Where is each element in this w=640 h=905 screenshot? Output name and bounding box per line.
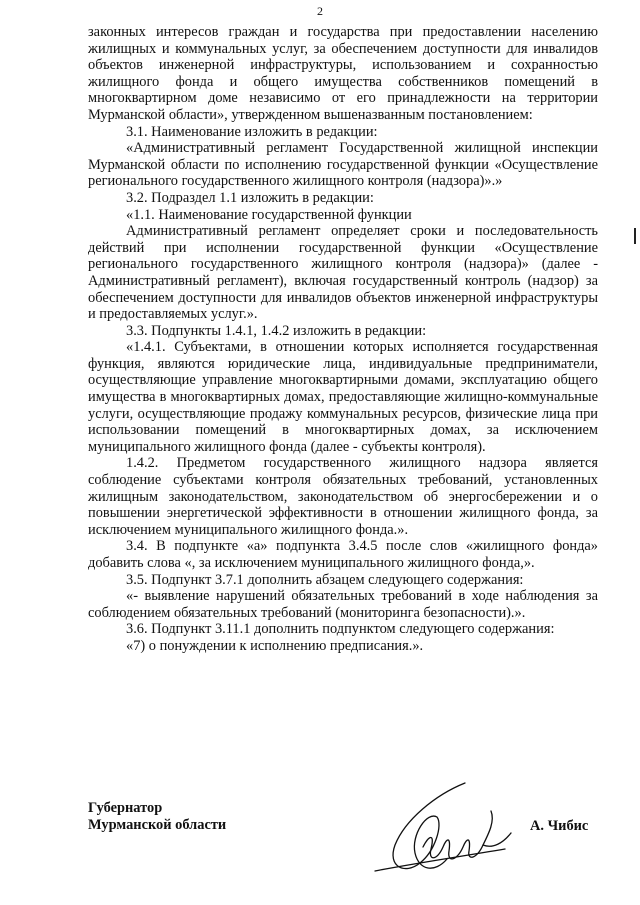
signatory-name: А. Чибис [530, 818, 589, 834]
paragraph: «7) о понуждении к исполнению предписания.». [126, 637, 424, 654]
paragraph: 3.4. В подпункте «а» подпункта 3.4.5 после слов «жилищного фонда» добавить слова «, за исключением муниципального жилищного фонда,». [88, 538, 598, 571]
paragraph: 3.6. Подпункт 3.11.1 дополнить подпунктом следующего содержания: [126, 621, 555, 638]
paragraph: «1.1. Наименование государственной функции [126, 206, 412, 223]
paragraph: 3.5. Подпункт 3.7.1 дополнить абзацем следующего содержания: [126, 571, 524, 588]
signatory-title-line1: Губернатор [88, 800, 163, 816]
paragraph: 3.3. Подпункты 1.4.1, 1.4.2 изложить в редакции: [126, 322, 427, 339]
handwritten-signature [365, 775, 525, 885]
paragraph: «Административный регламент Государственной жилищной инспекции Мурманской области по исполнению государственной функции «Осуществление регионального государственного жилищного контроля (надзора)».» [88, 140, 598, 190]
paragraph: «- выявление нарушений обязательных требований в ходе наблюдения за соблюдением обязательных требований (мониторинга безопасности).». [88, 588, 598, 621]
paragraph: 3.1. Наименование изложить в редакции: [126, 123, 378, 140]
page-number: 2 [317, 4, 323, 18]
paragraph: законных интересов граждан и государства при предоставлении населению жилищных и коммунальных услуг, за обеспечением доступности для инвалидов объектов инженерной инфраструктуры, использованием и сохранностью жилищного фонда и общего имущества собственников помещений в многоквартирном доме независимо от его принадлежности на территории Мурманской области», утвержденном вышеназванным постановлением: [88, 24, 598, 123]
paragraph: «1.4.1. Субъектами, в отношении которых исполняется государственная функция, являются юридические лица, индивидуальные предприниматели, осуществляющие управление многоквартирными домами, эксплуатацию общего имущества в многоквартирных домах, предоставляющие жилищно-коммунальные услуги, осуществляющие продажу коммунальных ресурсов, физические лица при использовании помещений в многоквартирных домах, за исключением муниципального жилищного фонда (далее - субъекты контроля). [88, 339, 598, 455]
scan-edge-mark [634, 228, 636, 244]
paragraph: 3.2. Подраздел 1.1 изложить в редакции: [126, 189, 374, 206]
signatory-title [88, 800, 226, 834]
paragraph: Административный регламент определяет сроки и последовательность действий при исполнении государственной функции «Осуществление регионального государственного жилищного контроля (надзора)» (далее - Административный регламент), включая государственный контроль (надзор) за обеспечением доступности для инвалидов объектов инженерной инфраструктуры и предоставляемых услуг.». [88, 223, 598, 323]
signatory-title-line2: Мурманской области [88, 817, 227, 833]
paragraph: 1.4.2. Предметом государственного жилищного надзора является соблюдение субъектами контроля обязательных требований, установленных жилищным законодательством, законодательством об энергосбережении и о повышении энергетической эффективности в отношении жилищного фонда, за исключением муниципального жилищного фонда.». [88, 455, 598, 538]
document-body [88, 24, 598, 655]
